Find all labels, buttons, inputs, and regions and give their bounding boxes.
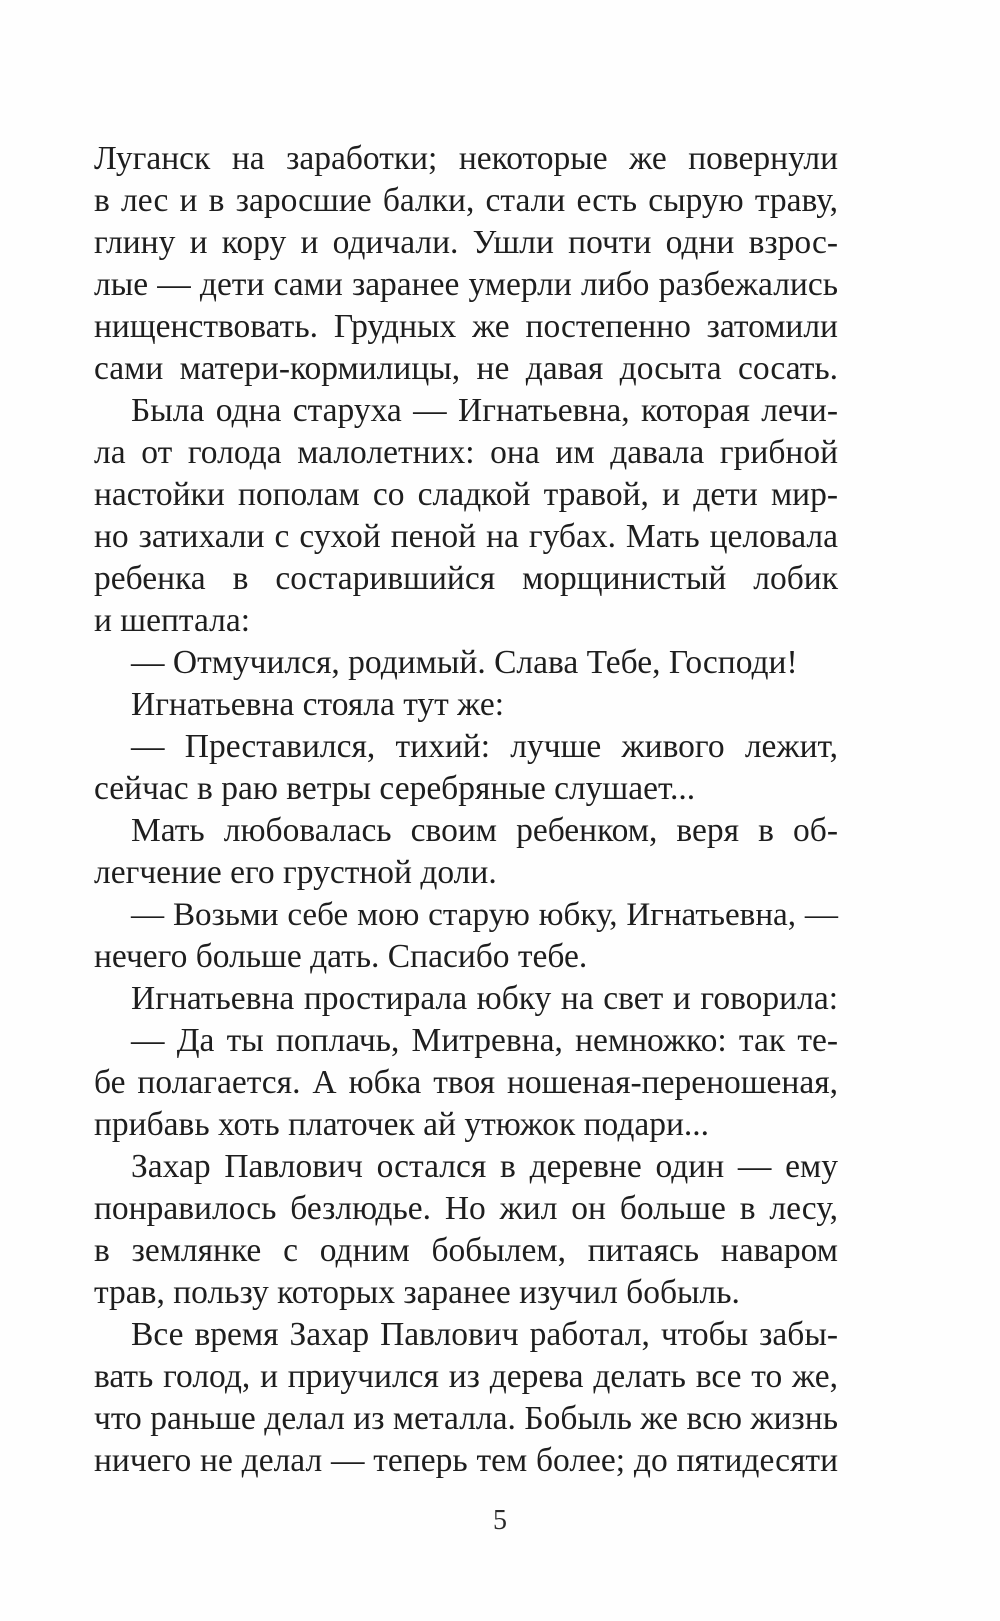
text-line: но затихали с сухой пеной на губах. Мать целовала — [94, 518, 838, 555]
text-line: бе полагается. А юбка твоя ношеная-переношеная, — [94, 1064, 838, 1101]
text-line: и шептала: — [94, 602, 251, 639]
text-line: — Да ты поплачь, Митревна, немножко: так те- — [131, 1022, 838, 1059]
text-line: Игнатьевна стояла тут же: — [131, 686, 505, 723]
text-line: в землянке с одним бобылем, питаясь наваром — [94, 1232, 838, 1269]
text-line: ла от голода малолетних: она им давала грибной — [94, 434, 838, 471]
text-line: Была одна старуха — Игнатьевна, которая лечи- — [131, 392, 838, 429]
text-line: Захар Павлович остался в деревне один — ему — [131, 1148, 838, 1185]
text-line: глину и кору и одичали. Ушли почти одни взрос- — [94, 224, 838, 261]
text-line: — Возьми себе мою старую юбку, Игнатьевна, — — [131, 896, 838, 933]
text-line: ничего не делал — теперь тем более; до пятидесяти — [94, 1442, 838, 1479]
text-line: — Преставился, тихий: лучше живого лежит, — [131, 728, 838, 765]
text-line: в лес и в заросшие балки, стали есть сырую траву, — [94, 182, 838, 219]
text-line: прибавь хоть платочек ай утюжок подари... — [94, 1106, 710, 1143]
text-line: нечего больше дать. Спасибо тебе. — [94, 938, 588, 975]
text-line: Луганск на заработки; некоторые же повернули — [94, 140, 838, 177]
text-line: Мать любовалась своим ребенком, веря в об- — [131, 812, 838, 849]
text-line: — Отмучился, родимый. Слава Тебе, Господи! — [131, 644, 798, 681]
text-line: вать голод, и приучился из дерева делать все то же, — [94, 1358, 838, 1395]
text-line: настойки пополам со сладкой травой, и дети мир- — [94, 476, 838, 513]
text-line: трав, пользу которых заранее изучил бобыль. — [94, 1274, 740, 1311]
text-line: сейчас в раю ветры серебряные слушает... — [94, 770, 696, 807]
text-line: понравилось безлюдье. Но жил он больше в лесу, — [94, 1190, 838, 1227]
body-text — [94, 138, 838, 1482]
text-line: ребенка в состарившийся морщинистый лобик — [94, 560, 838, 597]
text-line: что раньше делал из металла. Бобыль же всю жизнь — [94, 1400, 838, 1437]
text-line: сами матери-кормилицы, не давая досыта сосать. — [94, 350, 838, 387]
text-line: нищенствовать. Грудных же постепенно затомили — [94, 308, 838, 345]
text-line: лые — дети сами заранее умерли либо разбежались — [94, 266, 838, 303]
text-line: Все время Захар Павлович работал, чтобы забы- — [131, 1316, 838, 1353]
text-line: легчение его грустной доли. — [94, 854, 497, 891]
page-number: 5 — [493, 1505, 507, 1536]
text-line: Игнатьевна простирала юбку на свет и говорила: — [131, 980, 838, 1017]
